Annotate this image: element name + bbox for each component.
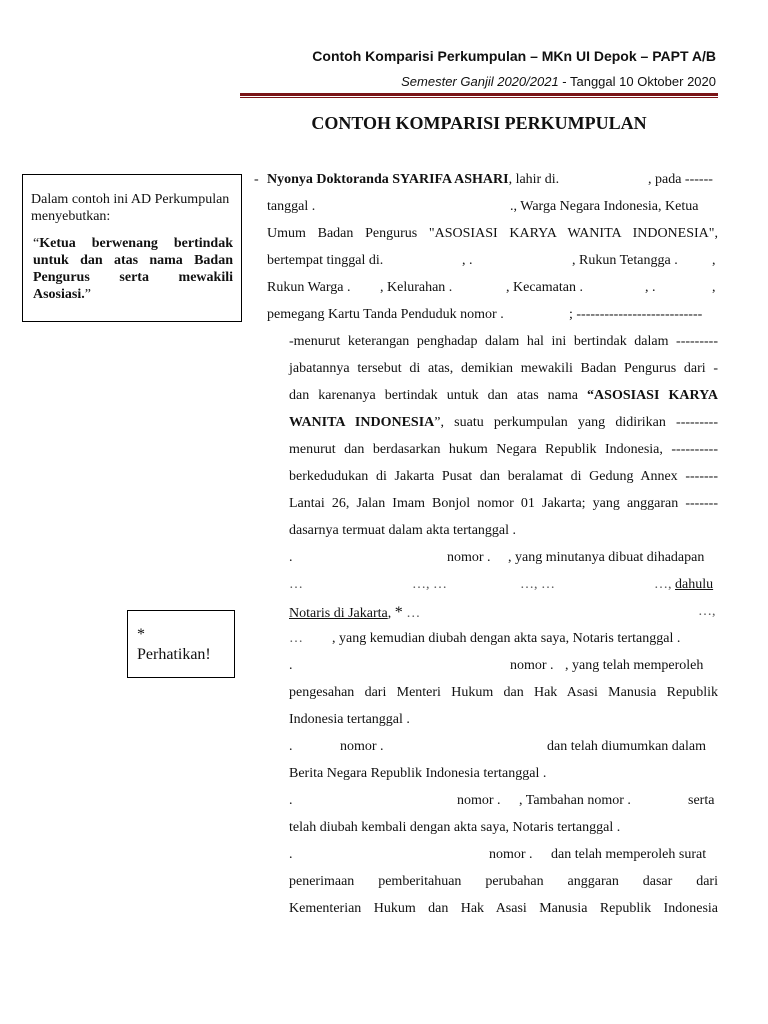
text: , lahir di.	[508, 172, 560, 187]
body-line-26c: dan telah memperoleh surat	[551, 847, 707, 862]
body-line-16b: …, …	[412, 577, 447, 592]
body-line-1b: , pada ------	[648, 172, 713, 187]
body-line-25: telah diubah kembali dengan akta saya, Notaris tertanggal .	[289, 820, 621, 835]
body-line-12: berkedudukan di Jakarta Pusat dan beralamat di Gedung Annex -------	[289, 469, 718, 484]
body-line-19a: .	[289, 658, 293, 673]
body-line-2b: ., Warga Negara Indonesia, Ketua	[510, 199, 699, 214]
asterisk-mark: *	[137, 626, 145, 643]
body-line-22c: dan telah diumumkan dalam	[547, 739, 707, 754]
semester-label: Semester Ganjil 2020/2021	[401, 74, 559, 89]
header-divider-thick	[240, 93, 718, 96]
text: dan karenanya bertindak untuk dan atas nama	[289, 388, 588, 403]
body-line-17a	[289, 604, 420, 622]
body-line-10	[289, 415, 718, 431]
body-line-18b: , yang kemudian diubah dengan akta saya, Notaris tertanggal .	[332, 631, 681, 646]
body-line-14: dasarnya termuat dalam akta tertanggal .	[289, 523, 517, 538]
body-line-15c: , yang minutanya dibuat dihadapan	[508, 550, 705, 565]
body-line-5d: , .	[645, 280, 656, 295]
body-line-5b: , Kelurahan .	[380, 280, 453, 295]
party-name: Nyonya Doktoranda SYARIFA ASHARI	[267, 172, 509, 187]
body-line-16a: …	[289, 577, 303, 592]
body-line-24d: serta	[688, 793, 715, 808]
body-line-16d	[654, 577, 713, 593]
body-line-20: pengesahan dari Menteri Hukum dan Hak Asasi Manusia Republik	[289, 685, 718, 700]
asterisk-mark: *	[394, 604, 403, 621]
list-dash: -	[254, 172, 259, 187]
note-quote	[31, 235, 233, 303]
quote-close: ”	[84, 287, 91, 302]
body-line-8: jabatannya tersebut di atas, demikian mewakili Badan Pengurus dari -	[289, 361, 718, 376]
body-line-9	[289, 388, 718, 404]
body-line-22b: nomor .	[340, 739, 384, 754]
body-line-28: Kementerian Hukum dan Hak Asasi Manusia Republik Indonesia	[289, 901, 718, 916]
underlined-text: Notaris di Jakarta	[289, 606, 388, 621]
body-line-18a: …	[289, 631, 303, 646]
body-line-4a: bertempat tinggal di.	[267, 253, 384, 268]
body-line-15b: nomor .	[447, 550, 491, 565]
body-line-2a: tanggal .	[267, 199, 316, 214]
body-line-5c: , Kecamatan .	[506, 280, 583, 295]
body-line-19c: , yang telah memperoleh	[565, 658, 704, 673]
body-line-27: penerimaan pemberitahuan perubahan anggaran dasar dari	[289, 874, 718, 889]
body-line-3: Umum Badan Pengurus "ASOSIASI KARYA WANITA INDONESIA",	[267, 226, 718, 241]
date-label: - Tanggal 10 Oktober 2020	[558, 74, 716, 89]
body-line-4d: ,	[712, 253, 716, 268]
header-date-line	[401, 74, 716, 89]
body-line-19b: nomor .	[510, 658, 554, 673]
body-line-26a: .	[289, 847, 293, 862]
body-line-17d: …,	[698, 604, 716, 619]
body-line-24a: .	[289, 793, 293, 808]
body-line-16c: …, …	[520, 577, 555, 592]
body-line-11: menurut dan berdasarkan hukum Negara Republik Indonesia, ----------	[289, 442, 718, 457]
body-line-7: -menurut keterangan penghadap dalam hal ini bertindak dalam ---------	[289, 334, 718, 349]
body-line-24c: , Tambahan nomor .	[519, 793, 631, 808]
body-line-5a: Rukun Warga .	[267, 280, 351, 295]
attention-box	[127, 610, 235, 678]
body-line-22a: .	[289, 739, 293, 754]
underlined-text: dahulu	[675, 577, 714, 592]
text: ,	[387, 606, 395, 621]
assoc-name-part1: “ASOSIASI KARYA	[587, 388, 719, 403]
body-line-13: Lantai 26, Jalan Imam Bonjol nomor 01 Jakarta; yang anggaran -------	[289, 496, 718, 511]
assoc-name-part2: WANITA INDONESIA	[289, 415, 435, 430]
body-line-4b: , .	[462, 253, 473, 268]
quote-text: Ketua berwenang bertindak untuk dan atas nama Badan Pengurus serta mewakili Asosiasi.	[33, 236, 233, 302]
body-line-6a: pemegang Kartu Tanda Penduduk nomor .	[267, 307, 504, 322]
note-intro: Dalam contoh ini AD Perkumpulan menyebutkan:	[31, 192, 230, 224]
body-line-26b: nomor .	[489, 847, 533, 862]
text: …	[402, 606, 421, 621]
body-line-24b: nomor .	[457, 793, 501, 808]
body-line-4c: , Rukun Tetangga .	[572, 253, 678, 268]
header-course-line: Contoh Komparisi Perkumpulan – MKn UI Depok – PAPT A/B	[312, 48, 716, 64]
document-title: CONTOH KOMPARISI PERKUMPULAN	[311, 113, 647, 133]
body-line-5e: ,	[712, 280, 716, 295]
body-line-15a: .	[289, 550, 293, 565]
quote-open: “	[33, 236, 40, 251]
attention-label: Perhatikan!	[137, 646, 211, 663]
text: ”, suatu perkumpulan yang didirikan ---------	[434, 415, 718, 430]
header-divider-thin	[240, 97, 718, 98]
body-line-23: Berita Negara Republik Indonesia tertanggal .	[289, 766, 547, 781]
body-line-1	[267, 172, 559, 188]
body-line-21: Indonesia tertanggal .	[289, 712, 410, 727]
note-box	[22, 174, 242, 322]
body-line-6b: ; ---------------------------	[569, 307, 703, 322]
text: …,	[654, 577, 675, 592]
